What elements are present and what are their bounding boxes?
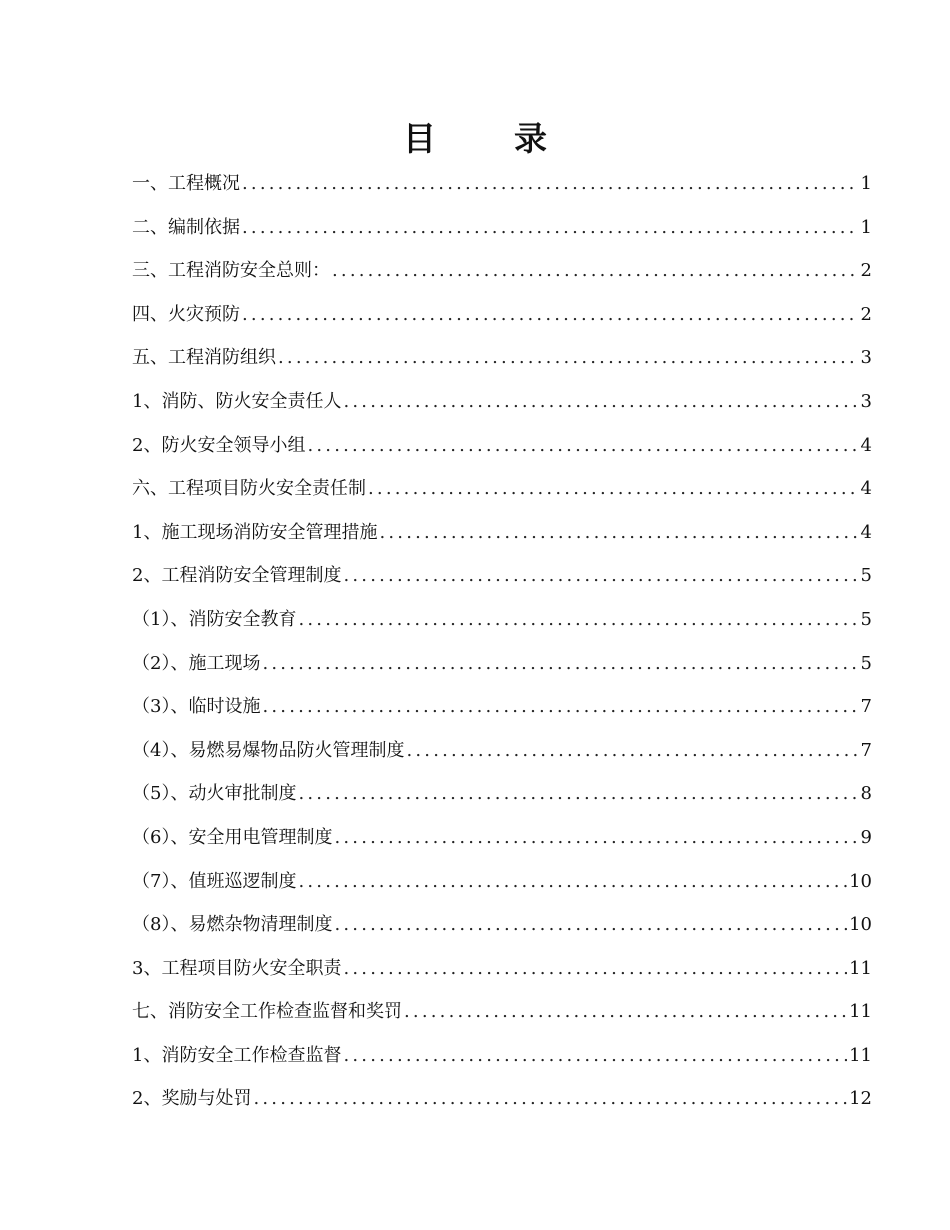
toc-entry[interactable] [132, 816, 872, 860]
toc-leader-dots [242, 206, 859, 250]
toc-leader-dots [334, 903, 847, 947]
toc-entry[interactable] [132, 380, 872, 424]
toc-leader-dots [307, 424, 858, 468]
toc-entry[interactable] [132, 860, 872, 904]
toc-entry-page: 5 [860, 608, 872, 630]
toc-entry-page: 3 [860, 390, 872, 412]
toc-entry[interactable] [132, 642, 872, 686]
toc-entry[interactable] [132, 990, 872, 1034]
toc-entry-page: 1 [860, 173, 872, 194]
toc-entry-label: 2、工程消防安全管理制度 [132, 565, 342, 587]
toc-entry[interactable] [132, 336, 872, 380]
toc-entry[interactable] [132, 206, 872, 250]
toc-entry-label: 1、施工现场消防安全管理措施 [132, 521, 378, 543]
toc-leader-dots [253, 1077, 847, 1121]
toc-entry-label: 四、火灾预防 [132, 303, 240, 325]
toc-entry[interactable] [132, 685, 872, 729]
toc-entry-page: 4 [860, 478, 872, 500]
toc-leader-dots [343, 554, 858, 598]
toc-leader-dots [298, 772, 858, 816]
toc-entry-page: 11 [849, 1001, 872, 1023]
toc-entry-label: （2）、施工现场 [132, 652, 261, 674]
toc-entry-page: 11 [849, 1044, 872, 1066]
toc-entry[interactable] [132, 511, 872, 555]
toc-title [0, 114, 950, 164]
toc-entry-label: （5）、动火审批制度 [132, 783, 297, 805]
toc-entry[interactable] [132, 162, 872, 206]
toc-title-right: 录 [514, 119, 547, 158]
toc-title-left: 目 [403, 119, 436, 158]
toc-entry-label: （3）、临时设施 [132, 696, 261, 718]
toc-entry[interactable] [132, 554, 872, 598]
toc-leader-dots [343, 947, 847, 991]
toc-entry-label: （6）、安全用电管理制度 [132, 826, 333, 848]
toc-entry-page: 9 [860, 826, 872, 848]
toc-leader-dots [278, 336, 859, 380]
toc-entry-label: 1、消防、防火安全责任人 [132, 390, 342, 412]
toc-entry-page: 4 [860, 434, 872, 456]
toc-entry[interactable] [132, 424, 872, 468]
toc-leader-dots [404, 990, 847, 1034]
toc-entry-label: 三、工程消防安全总则： [132, 260, 330, 282]
toc-leader-dots [368, 467, 859, 511]
toc-entry-label: 3、工程项目防火安全职责 [132, 957, 342, 979]
toc-leader-dots [379, 511, 858, 555]
toc-leader-dots [298, 860, 847, 904]
toc-entry-label: 2、奖励与处罚 [132, 1088, 252, 1110]
toc-entry[interactable] [132, 729, 872, 773]
toc-entry-label: 2、防火安全领导小组 [132, 434, 306, 456]
table-of-contents [132, 162, 872, 1121]
toc-entry-page: 4 [860, 521, 872, 543]
toc-entry[interactable] [132, 1077, 872, 1121]
toc-entry[interactable] [132, 293, 872, 337]
toc-leader-dots [298, 598, 858, 642]
toc-entry-page: 2 [860, 303, 872, 325]
toc-entry-page: 5 [860, 652, 872, 674]
toc-entry-page: 3 [860, 347, 872, 369]
toc-leader-dots [406, 729, 858, 773]
toc-entry-label: 一、工程概况 [132, 173, 240, 194]
toc-entry[interactable] [132, 467, 872, 511]
toc-leader-dots [343, 380, 858, 424]
toc-entry-page: 2 [860, 260, 872, 282]
toc-entry-page: 7 [860, 696, 872, 718]
toc-entry-label: （8）、易燃杂物清理制度 [132, 914, 333, 936]
toc-entry-page: 10 [849, 914, 872, 936]
toc-entry-page: 5 [860, 565, 872, 587]
toc-entry[interactable] [132, 249, 872, 293]
toc-entry-label: 六、工程项目防火安全责任制 [132, 478, 366, 500]
toc-leader-dots [242, 162, 859, 206]
toc-entry[interactable] [132, 947, 872, 991]
toc-entry-label: （1）、消防安全教育 [132, 608, 297, 630]
toc-leader-dots [334, 816, 858, 860]
toc-entry[interactable] [132, 598, 872, 642]
toc-leader-dots [332, 249, 859, 293]
toc-entry-page: 1 [860, 216, 872, 238]
toc-entry-page: 7 [860, 739, 872, 761]
toc-leader-dots [343, 1034, 847, 1078]
toc-leader-dots [262, 685, 858, 729]
toc-entry[interactable] [132, 772, 872, 816]
toc-entry-page: 8 [860, 783, 872, 805]
toc-entry-label: （4）、易燃易爆物品防火管理制度 [132, 739, 405, 761]
toc-entry-label: 1、消防安全工作检查监督 [132, 1044, 342, 1066]
toc-entry-label: 五、工程消防组织 [132, 347, 276, 369]
toc-entry-page: 11 [849, 957, 872, 979]
toc-entry-page: 10 [849, 870, 872, 892]
toc-entry-page: 12 [849, 1088, 872, 1110]
toc-entry-label: （7）、值班巡逻制度 [132, 870, 297, 892]
toc-entry[interactable] [132, 1034, 872, 1078]
toc-entry-label: 二、编制依据 [132, 216, 240, 238]
toc-entry[interactable] [132, 903, 872, 947]
toc-entry-label: 七、消防安全工作检查监督和奖罚 [132, 1001, 402, 1023]
toc-leader-dots [242, 293, 859, 337]
toc-leader-dots [262, 642, 858, 686]
